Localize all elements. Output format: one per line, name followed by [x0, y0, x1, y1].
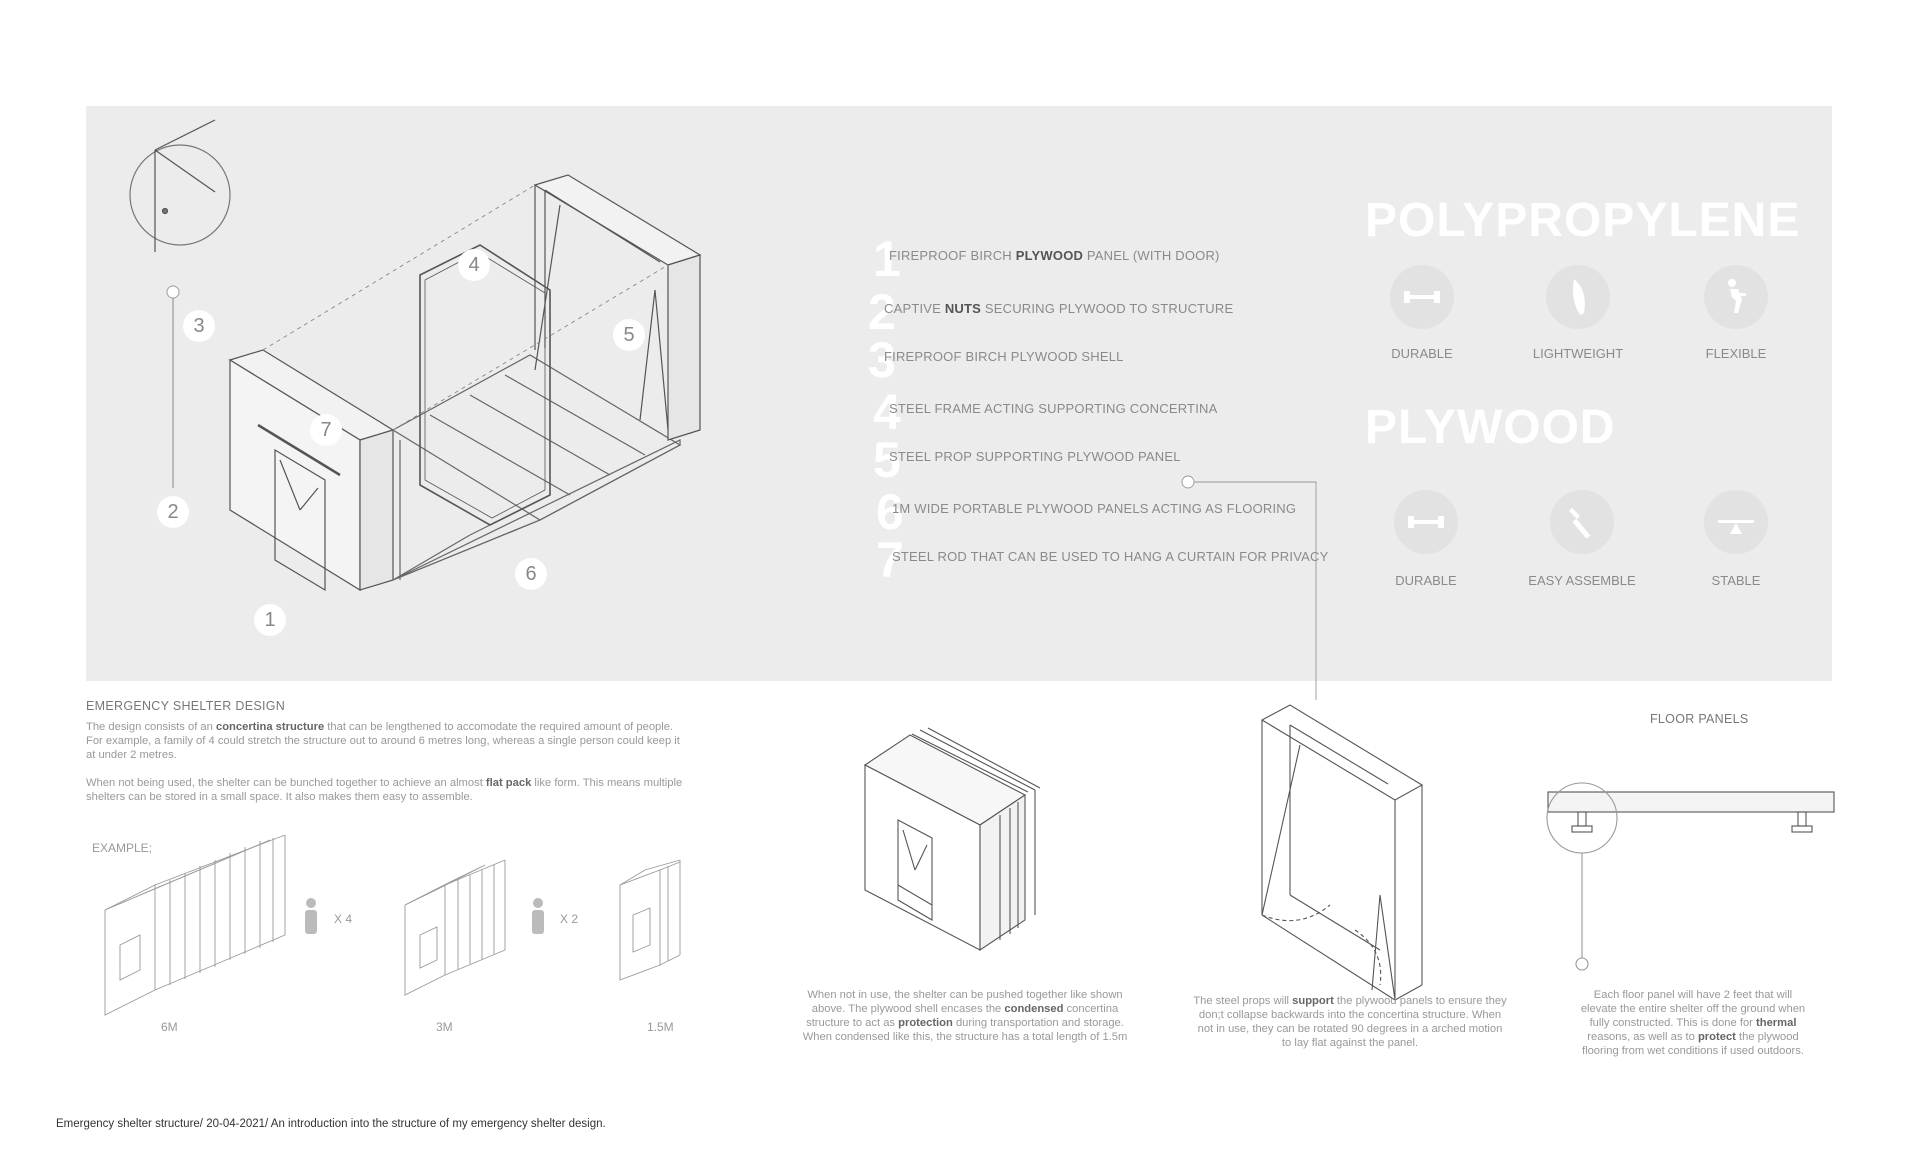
stretch-figure-icon [1704, 265, 1768, 329]
size-label-1-5m: 1.5M [647, 1020, 674, 1034]
property-label: DURABLE [1395, 573, 1457, 588]
example-shelter-3m [405, 860, 505, 995]
legend-text: 1M WIDE PORTABLE PLYWOOD PANELS ACTING AS FLOORING [892, 501, 1297, 516]
design-paragraph-1: The design consists of an concertina structure that can be lengthened to accomodate the required amount of people. For example, a family of 4 could stretch the structure out to around 6 metres long, whereas a single person could keep it at under 2 metres. [86, 721, 680, 761]
people-count-6m: X 4 [334, 912, 353, 926]
steel-frame [420, 245, 550, 525]
badge-2: 2 [157, 496, 189, 528]
property-label: DURABLE [1391, 346, 1453, 361]
material-title-polypropylene: POLYPROPYLENE [1365, 194, 1801, 247]
badge-3: 3 [183, 310, 215, 342]
badge-7: 7 [310, 414, 342, 446]
condensed-caption: When not in use, the shelter can be pushed together like shown above. The plywood shell encases the condensed concertina structure to act as protection during transportation and storage. When condensed like this, the structure has a total length of 1.5m [802, 989, 1128, 1043]
front-panel-with-door [230, 350, 393, 590]
people-count-3m: X 2 [560, 912, 579, 926]
size-label-6m: 6M [161, 1020, 178, 1034]
feather-icon [1546, 265, 1610, 329]
property-label: LIGHTWEIGHT [1532, 346, 1624, 361]
example-shelter-6m [105, 835, 285, 1015]
balance-icon [1704, 490, 1768, 554]
dumbbell-icon [1394, 490, 1458, 554]
floor-panels-title: FLOOR PANELS [1650, 712, 1749, 726]
legend-text: STEEL ROD THAT CAN BE USED TO HANG A CURTAIN FOR PRIVACY [892, 549, 1329, 564]
badge-1: 1 [254, 604, 286, 636]
size-label-3m: 3M [436, 1020, 453, 1034]
example-label: EXAMPLE; [92, 841, 153, 855]
legend-number: 3 [868, 332, 896, 388]
material-title-plywood: PLYWOOD [1365, 401, 1616, 454]
floor-panel-detail [1547, 783, 1834, 970]
legend-text: STEEL PROP SUPPORTING PLYWOOD PANEL [889, 449, 1181, 464]
legend-number: 5 [873, 432, 901, 488]
legend-number: 1 [873, 231, 901, 287]
design-title: EMERGENCY SHELTER DESIGN [86, 699, 286, 713]
property-label: EASY ASSEMBLE [1528, 573, 1636, 588]
example-shelter-1-5m [620, 860, 680, 980]
legend-text: CAPTIVE NUTS SECURING PLYWOOD TO STRUCTURE [884, 301, 1234, 316]
legend-text: FIREPROOF BIRCH PLYWOOD SHELL [884, 349, 1124, 364]
prop-panel-detail [1262, 705, 1422, 1000]
property-label: FLEXIBLE [1705, 346, 1767, 361]
dumbbell-icon [1390, 265, 1454, 329]
badge-6: 6 [515, 558, 547, 590]
legend-number: 7 [876, 532, 904, 588]
legend-text: STEEL FRAME ACTING SUPPORTING CONCERTINA [889, 401, 1218, 416]
badge-5: 5 [613, 319, 645, 351]
design-paragraph-2: When not being used, the shelter can be bunched together to achieve an almost flat pack like form. This means multiple shelters can be stored in a small space. It also makes them easy to assemble. [86, 777, 683, 803]
floor-panels [393, 355, 680, 580]
back-panel-with-props [535, 175, 700, 440]
wrench-icon [1550, 490, 1614, 554]
props-caption: The steel props will support the plywood panels to ensure they don;t collapse backwards into the concertina structure. When not in use, they can be rotated 90 degrees in a arched motion to lay flat against the panel. [1193, 995, 1507, 1049]
property-label: STABLE [1711, 573, 1761, 588]
badge-4: 4 [458, 249, 490, 281]
floor-caption: Each floor panel will have 2 feet that will elevate the entire shelter off the ground when fully constructed. This is done for thermal reasons, as well as to protect the plywood flooring from wet conditions if used outdoors. [1580, 989, 1806, 1057]
legend-number: 6 [876, 484, 904, 540]
legend-number: 2 [868, 284, 896, 340]
condensed-shelter [865, 728, 1040, 950]
door-detail-callout [130, 120, 230, 488]
footer-caption: Emergency shelter structure/ 20-04-2021/ An introduction into the structure of my emergency shelter design. [56, 1118, 606, 1130]
legend-text: FIREPROOF BIRCH PLYWOOD PANEL (WITH DOOR) [889, 248, 1220, 263]
legend-number: 4 [873, 384, 901, 440]
